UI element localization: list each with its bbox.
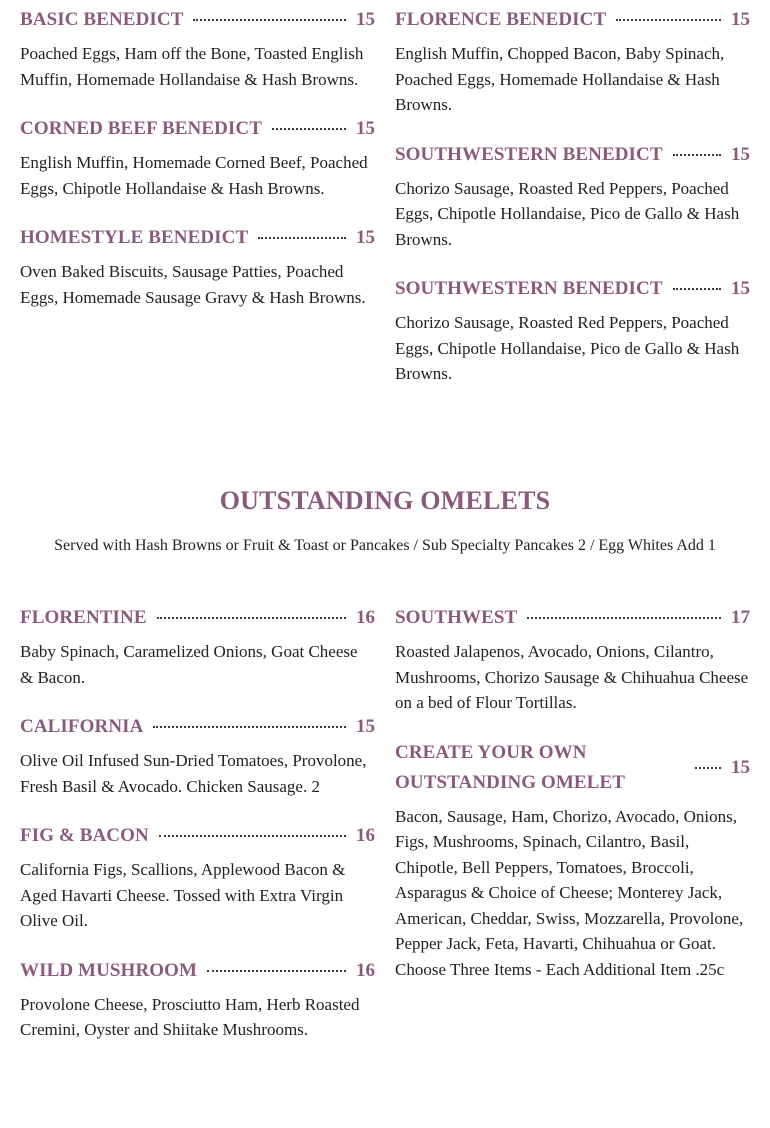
item-price: 15 xyxy=(356,716,375,737)
item-name: HOMESTYLE BENEDICT xyxy=(20,227,249,248)
omelets-left-column xyxy=(20,603,375,1065)
menu-item xyxy=(20,223,375,310)
item-description: California Figs, Scallions, Applewood Bacon & Aged Havarti Cheese. Tossed with Extra Virgin Olive Oil. xyxy=(20,860,346,930)
item-price: 16 xyxy=(356,959,375,981)
benedicts-section xyxy=(20,5,750,409)
item-price: 15 xyxy=(731,143,750,165)
item-price: 17 xyxy=(731,607,750,628)
menu-item xyxy=(20,114,375,201)
item-price: 15 xyxy=(731,278,750,299)
item-description: Baby Spinach, Caramelized Onions, Goat Cheese & Bacon. xyxy=(20,642,358,687)
item-price: 15 xyxy=(356,227,375,248)
item-name: CALIFORNIA xyxy=(20,716,144,737)
item-price: 15 xyxy=(731,756,750,778)
item-price: 15 xyxy=(731,9,750,30)
item-description: Provolone Cheese, Prosciutto Ham, Herb Roasted Cremini, Oyster and Shiitake Mushrooms. xyxy=(20,994,360,1039)
menu-item xyxy=(20,956,375,1043)
item-name: WILD MUSHROOM xyxy=(20,959,198,981)
item-description: Roasted Jalapenos, Avocado, Onions, Cilantro, Mushrooms, Chorizo Sausage & Chihuahua Cheese on a bed of Flour Tortillas. xyxy=(395,642,749,712)
item-description: English Muffin, Homemade Corned Beef, Poached Eggs, Chipotle Hollandaise & Hash Browns. xyxy=(20,153,368,198)
dot-leader xyxy=(272,128,346,130)
item-name: SOUTHWEST xyxy=(395,607,518,628)
item-description: Chorizo Sausage, Roasted Red Peppers, Poached Eggs, Chipotle Hollandaise, Pico de Gallo & Hash Browns. xyxy=(395,313,740,383)
benedicts-left-column xyxy=(20,5,375,409)
section-title: OUTSTANDING OMELETS xyxy=(219,486,551,515)
dot-leader xyxy=(616,19,721,21)
dot-leader xyxy=(153,726,346,728)
menu-item xyxy=(395,603,750,716)
item-description: Bacon, Sausage, Ham, Chorizo, Avocado, Onions, Figs, Mushrooms, Spinach, Cilantro, Basil, Chipotle, Bell Peppers, Tomatoes, Broccoli, Asparagus & Choice of Cheese; Monterey Jack, American, Cheddar, Swiss, Mozzarella, Provolone, Pepper Jack, Feta, Havarti, Chihuahua or Goat. Choose Three Items - Each Additional Item .25c xyxy=(395,806,744,979)
dot-leader xyxy=(157,617,346,619)
menu-item xyxy=(20,821,375,934)
item-price: 16 xyxy=(356,825,375,846)
dot-leader xyxy=(673,288,721,290)
dot-leader xyxy=(258,237,346,239)
item-name: BASIC BENEDICT xyxy=(20,9,184,30)
item-name: SOUTHWESTERN BENEDICT xyxy=(395,143,663,165)
item-description: English Muffin, Chopped Bacon, Baby Spinach, Poached Eggs, Homemade Hollandaise & Hash Browns. xyxy=(395,44,725,114)
dot-leader xyxy=(527,617,721,619)
dot-leader xyxy=(673,154,721,156)
item-description: Chorizo Sausage, Roasted Red Peppers, Poached Eggs, Chipotle Hollandaise, Pico de Gallo & Hash Browns. xyxy=(395,178,740,249)
item-name: FLORENTINE xyxy=(20,607,147,628)
menu-item xyxy=(395,5,750,118)
omelets-section xyxy=(20,603,750,1065)
omelets-right-column xyxy=(395,603,750,1065)
dot-leader xyxy=(159,835,346,837)
item-name: FIG & BACON xyxy=(20,825,149,846)
menu-item xyxy=(395,140,750,253)
menu-item xyxy=(395,738,750,983)
item-description: Olive Oil Infused Sun-Dried Tomatoes, Provolone, Fresh Basil & Avocado. Chicken Sausage. 2 xyxy=(20,751,367,796)
menu-item xyxy=(20,603,375,690)
menu-item xyxy=(20,712,375,799)
item-name: CREATE YOUR OWN OUTSTANDING OMELET xyxy=(395,741,626,793)
dot-leader xyxy=(193,19,346,21)
dot-leader xyxy=(695,767,721,769)
item-price: 16 xyxy=(356,607,375,628)
section-subtitle: Served with Hash Browns or Fruit & Toast or Pancakes / Sub Specialty Pancakes 2 / Egg Whites Add 1 xyxy=(54,537,716,554)
menu-item xyxy=(395,274,750,387)
item-name: SOUTHWESTERN BENEDICT xyxy=(395,278,663,299)
item-description: Poached Eggs, Ham off the Bone, Toasted English Muffin, Homemade Hollandaise & Hash Browns. xyxy=(20,44,364,89)
dot-leader xyxy=(207,970,346,972)
item-description: Oven Baked Biscuits, Sausage Patties, Poached Eggs, Homemade Sausage Gravy & Hash Browns. xyxy=(20,262,366,307)
menu-item xyxy=(20,5,375,92)
item-name: FLORENCE BENEDICT xyxy=(395,9,607,30)
benedicts-right-column xyxy=(395,5,750,409)
item-name: CORNED BEEF BENEDICT xyxy=(20,118,263,139)
item-price: 15 xyxy=(356,9,375,30)
item-price: 15 xyxy=(356,118,375,139)
